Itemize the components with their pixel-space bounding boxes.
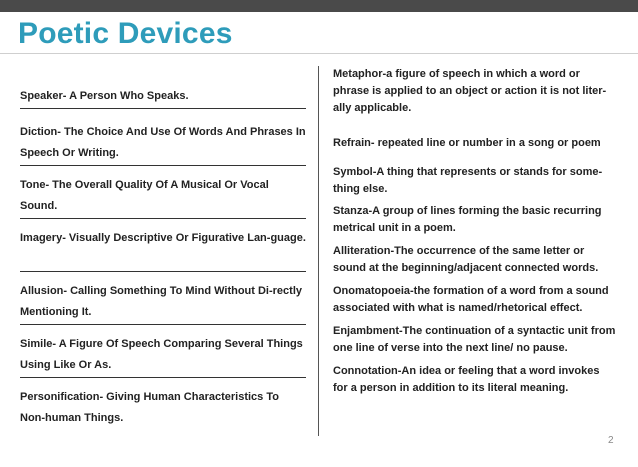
page-title: Poetic Devices bbox=[18, 17, 233, 50]
term-simile: Simile- A Figure Of Speech Comparing Several Things Using Like Or As. bbox=[20, 338, 303, 371]
term-refrain: Refrain- repeated line or number in a song or poem bbox=[333, 137, 601, 149]
term-metaphor: Metaphor-a figure of speech in which a word or phrase is applied to an object or action it is not liter-ally applicable. bbox=[333, 68, 607, 114]
term-divider bbox=[20, 165, 306, 166]
term-divider bbox=[20, 218, 306, 219]
term-stanza: Stanza-A group of lines forming the basic recurring metrical unit in a poem. bbox=[333, 205, 602, 234]
page-number: 2 bbox=[608, 435, 614, 446]
title-divider bbox=[0, 53, 638, 54]
term-imagery: Imagery- Visually Descriptive Or Figurative Lan-guage. bbox=[20, 232, 306, 244]
term-alliteration: Alliteration-The occurrence of the same letter or sound at the beginning/adjacent connected words. bbox=[333, 245, 599, 274]
term-symbol: Symbol-A thing that represents or stands for some-thing else. bbox=[333, 166, 603, 195]
term-tone: Tone- The Overall Quality Of A Musical Or Vocal Sound. bbox=[20, 179, 269, 212]
term-onomatopoeia: Onomatopoeia-the formation of a word from a sound associated with what is named/rhetorical effect. bbox=[333, 285, 609, 314]
term-divider bbox=[20, 108, 306, 109]
term-divider bbox=[20, 271, 306, 272]
term-allusion: Allusion- Calling Something To Mind Without Di-rectly Mentioning It. bbox=[20, 285, 303, 318]
term-enjambment: Enjambment-The continuation of a syntactic unit from one line of verse into the next line/ no pause. bbox=[333, 325, 616, 354]
header-bar bbox=[0, 0, 638, 12]
term-personification: Personification- Giving Human Characteristics To Non-human Things. bbox=[20, 391, 279, 424]
term-speaker: Speaker- A Person Who Speaks. bbox=[20, 90, 189, 102]
term-divider bbox=[20, 377, 306, 378]
term-diction: Diction- The Choice And Use Of Words And Phrases In Speech Or Writing. bbox=[20, 126, 306, 159]
term-divider bbox=[20, 324, 306, 325]
column-divider bbox=[318, 66, 319, 436]
term-connotation: Connotation-An idea or feeling that a word invokes for a person in addition to its literal meaning. bbox=[333, 365, 600, 394]
